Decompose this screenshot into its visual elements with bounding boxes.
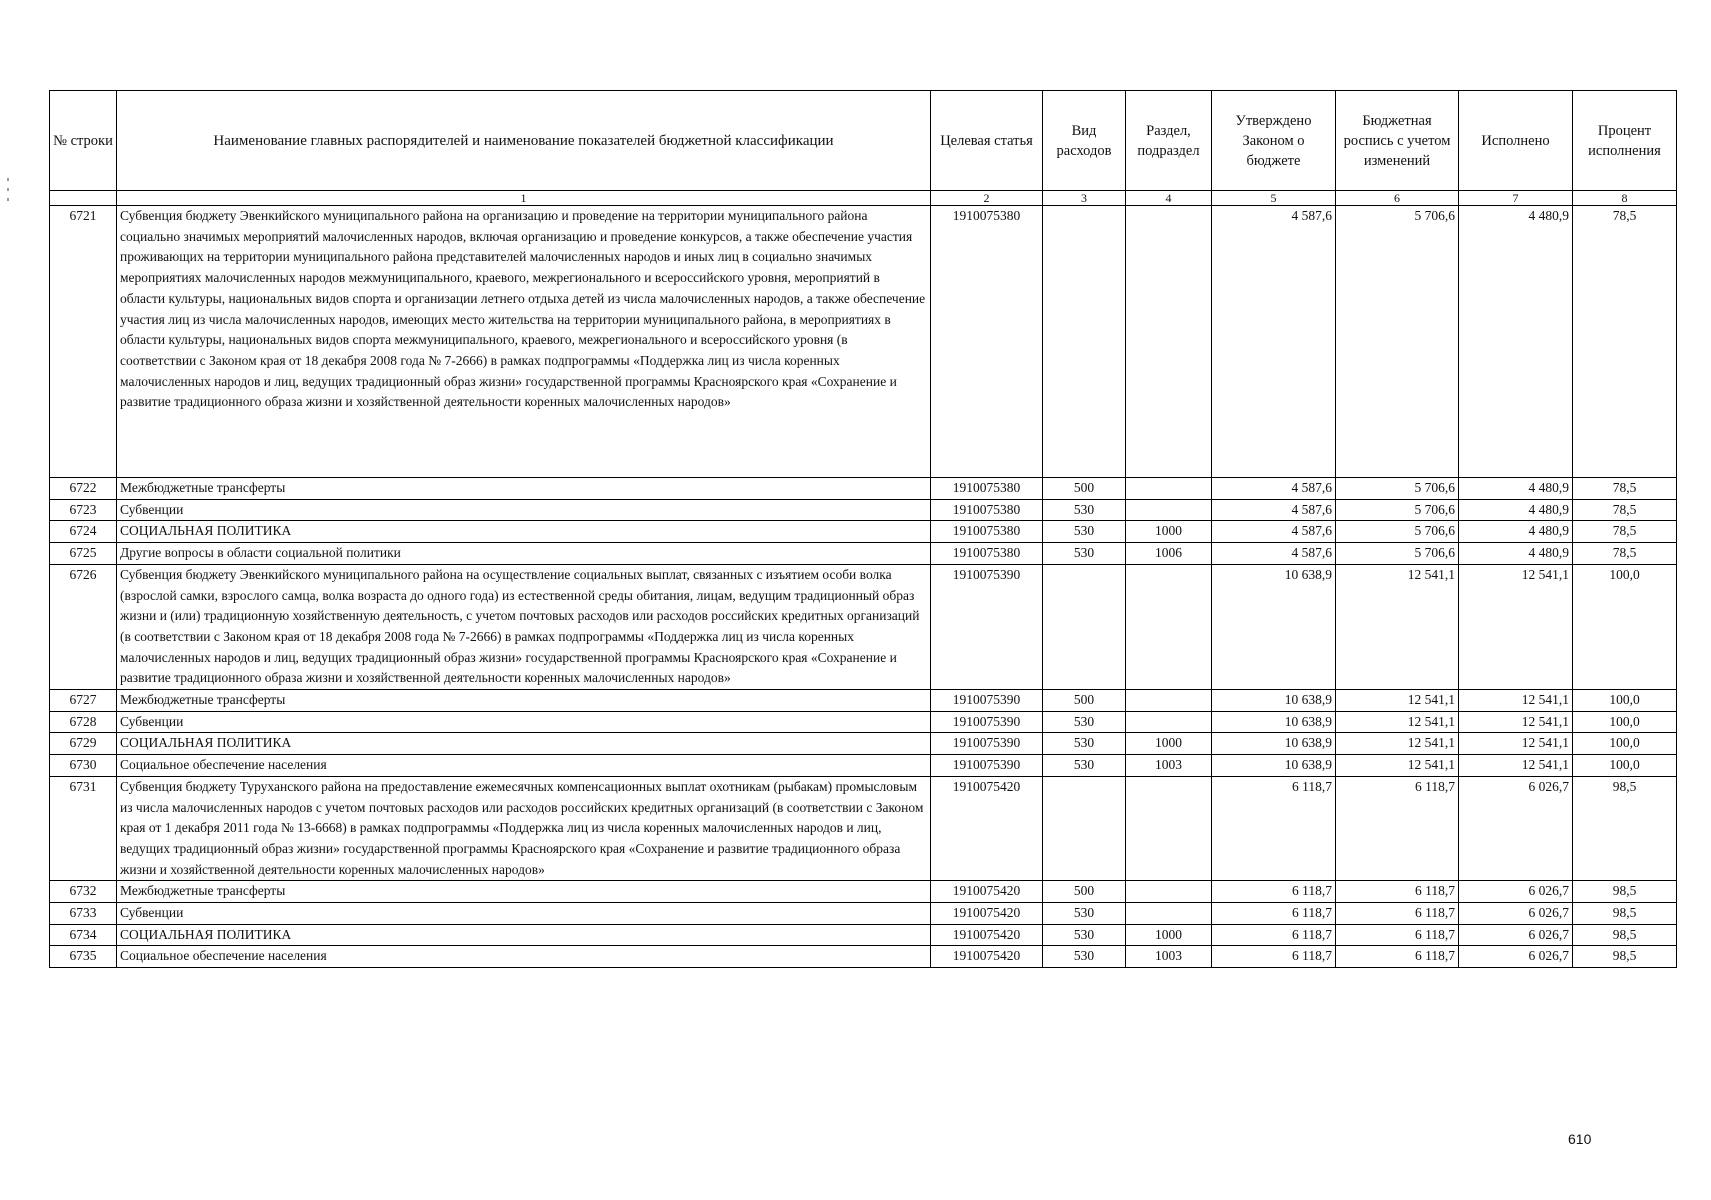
- row-revised: 6 118,7: [1336, 776, 1459, 881]
- row-section: [1126, 690, 1212, 712]
- row-target: 1910075380: [931, 521, 1043, 543]
- row-number: 6721: [50, 206, 117, 478]
- column-number: 5: [1212, 191, 1336, 206]
- row-executed: 4 480,9: [1459, 206, 1573, 478]
- row-number: 6730: [50, 755, 117, 777]
- row-percent: 100,0: [1573, 733, 1677, 755]
- row-percent: 100,0: [1573, 755, 1677, 777]
- table-row: [50, 733, 1677, 755]
- table-row: [50, 499, 1677, 521]
- row-target: 1910075390: [931, 755, 1043, 777]
- row-target: 1910075380: [931, 478, 1043, 500]
- row-section: 1000: [1126, 733, 1212, 755]
- row-name: Социальное обеспечение населения: [117, 755, 931, 777]
- row-revised: 12 541,1: [1336, 755, 1459, 777]
- row-target: 1910075420: [931, 776, 1043, 881]
- header-target: Целевая статья: [931, 91, 1043, 191]
- row-kind: 530: [1043, 521, 1126, 543]
- column-number: 3: [1043, 191, 1126, 206]
- row-section: 1006: [1126, 543, 1212, 565]
- row-revised: 12 541,1: [1336, 690, 1459, 712]
- row-approved: 10 638,9: [1212, 690, 1336, 712]
- row-revised: 12 541,1: [1336, 733, 1459, 755]
- row-number: 6731: [50, 776, 117, 881]
- row-target: 1910075380: [931, 543, 1043, 565]
- row-number: 6728: [50, 711, 117, 733]
- row-target: 1910075390: [931, 564, 1043, 689]
- row-percent: 98,5: [1573, 776, 1677, 881]
- row-revised: 12 541,1: [1336, 564, 1459, 689]
- table-row: [50, 690, 1677, 712]
- row-section: [1126, 881, 1212, 903]
- row-revised: 6 118,7: [1336, 903, 1459, 925]
- row-kind: 500: [1043, 478, 1126, 500]
- header-row: [50, 91, 1677, 191]
- table-row: [50, 946, 1677, 968]
- row-revised: 6 118,7: [1336, 881, 1459, 903]
- column-number: 1: [117, 191, 931, 206]
- row-target: 1910075420: [931, 946, 1043, 968]
- row-executed: 12 541,1: [1459, 711, 1573, 733]
- row-target: 1910075380: [931, 206, 1043, 478]
- row-kind: [1043, 564, 1126, 689]
- row-section: 1003: [1126, 946, 1212, 968]
- row-executed: 12 541,1: [1459, 690, 1573, 712]
- row-executed: 4 480,9: [1459, 478, 1573, 500]
- table-row: [50, 755, 1677, 777]
- row-number: 6725: [50, 543, 117, 565]
- row-number: 6727: [50, 690, 117, 712]
- row-number: 6724: [50, 521, 117, 543]
- row-name: Другие вопросы в области социальной политики: [117, 543, 931, 565]
- row-approved: 4 587,6: [1212, 206, 1336, 478]
- row-approved: 6 118,7: [1212, 903, 1336, 925]
- row-name: Субвенции: [117, 499, 931, 521]
- row-revised: 5 706,6: [1336, 499, 1459, 521]
- row-percent: 98,5: [1573, 946, 1677, 968]
- row-section: [1126, 564, 1212, 689]
- row-revised: 5 706,6: [1336, 521, 1459, 543]
- row-kind: 500: [1043, 881, 1126, 903]
- row-percent: 98,5: [1573, 903, 1677, 925]
- table-row: [50, 564, 1677, 689]
- row-approved: 6 118,7: [1212, 924, 1336, 946]
- row-target: 1910075390: [931, 733, 1043, 755]
- row-target: 1910075390: [931, 690, 1043, 712]
- row-name: Субвенции: [117, 903, 931, 925]
- row-revised: 5 706,6: [1336, 478, 1459, 500]
- table-body: [50, 206, 1677, 968]
- row-executed: 12 541,1: [1459, 564, 1573, 689]
- row-kind: [1043, 206, 1126, 478]
- row-name: Субвенция бюджету Туруханского района на предоставление ежемесячных компенсационных выплат охотникам (рыбакам) промысловым из числа малочисленных народов с учетом почтовых расходов или расходов российских кредитных организаций (в соответствии с Законом края от 1 декабря 2011 года № 13-6668) в рамках подпрограммы «Поддержка лиц из числа коренных малочисленных народов и лиц, ведущих традиционный образ жизни» государственной программы Красноярского края «Сохранение и развитие традиционного образа жизни и хозяйственной деятельности коренных малочисленных народов»: [117, 776, 931, 881]
- row-executed: 12 541,1: [1459, 733, 1573, 755]
- column-number: 6: [1336, 191, 1459, 206]
- row-executed: 4 480,9: [1459, 521, 1573, 543]
- row-approved: 10 638,9: [1212, 733, 1336, 755]
- row-number: 6735: [50, 946, 117, 968]
- row-number: 6722: [50, 478, 117, 500]
- row-executed: 12 541,1: [1459, 755, 1573, 777]
- row-kind: 530: [1043, 903, 1126, 925]
- row-section: [1126, 776, 1212, 881]
- row-percent: 78,5: [1573, 206, 1677, 478]
- table-row: [50, 903, 1677, 925]
- header-percent: Процент исполнения: [1573, 91, 1677, 191]
- row-approved: 4 587,6: [1212, 478, 1336, 500]
- row-percent: 100,0: [1573, 711, 1677, 733]
- row-name: Субвенция бюджету Эвенкийского муниципального района на организацию и проведение на территории муниципального района социально значимых мероприятий малочисленных народов, включая организацию и проведение конкурсов, а также обеспечение участия проживающих на территории муниципального района представителей малочисленных народов и иных лиц в социально значимых мероприятиях малочисленных народов межмуниципального, краевого, межрегионального и всероссийского уровня, мероприятий в области культуры, национальных видов спорта и организации летнего отдыха детей из числа малочисленных народов, а также обеспечение участия лиц из числа малочисленных народов, имеющих место жительства на территории муниципального района, в мероприятиях в области культуры, национальных видов спорта межмуниципального, краевого, межрегионального и всероссийского уровня (в соответствии с Законом края от 18 декабря 2008 года № 7-2666) в рамках подпрограммы «Поддержка лиц из числа коренных малочисленных народов и лиц, ведущих традиционный образ жизни» государственной программы Красноярского края «Сохранение и развитие традиционного образа жизни и хозяйственной деятельности коренных малочисленных народов»: [117, 206, 931, 478]
- table-row: [50, 776, 1677, 881]
- row-name: Субвенции: [117, 711, 931, 733]
- scan-mark: [7, 198, 9, 201]
- row-target: 1910075380: [931, 499, 1043, 521]
- row-revised: 6 118,7: [1336, 924, 1459, 946]
- row-name: Социальное обеспечение населения: [117, 946, 931, 968]
- table-row: [50, 521, 1677, 543]
- row-kind: 530: [1043, 499, 1126, 521]
- row-approved: 10 638,9: [1212, 755, 1336, 777]
- row-kind: 530: [1043, 946, 1126, 968]
- row-section: 1000: [1126, 521, 1212, 543]
- scan-mark: [7, 178, 9, 181]
- column-number-row: [50, 191, 1677, 206]
- row-section: 1000: [1126, 924, 1212, 946]
- row-section: [1126, 499, 1212, 521]
- row-approved: 10 638,9: [1212, 711, 1336, 733]
- row-section: 1003: [1126, 755, 1212, 777]
- row-percent: 100,0: [1573, 690, 1677, 712]
- table-row: [50, 711, 1677, 733]
- row-number: 6729: [50, 733, 117, 755]
- row-name: Межбюджетные трансферты: [117, 478, 931, 500]
- column-number: 7: [1459, 191, 1573, 206]
- scan-mark: [7, 188, 9, 191]
- row-kind: 500: [1043, 690, 1126, 712]
- row-target: 1910075420: [931, 903, 1043, 925]
- row-revised: 6 118,7: [1336, 946, 1459, 968]
- header-name: Наименование главных распорядителей и наименование показателей бюджетной классификации: [117, 91, 931, 191]
- column-number: 2: [931, 191, 1043, 206]
- row-approved: 6 118,7: [1212, 881, 1336, 903]
- row-percent: 78,5: [1573, 543, 1677, 565]
- header-executed: Исполнено: [1459, 91, 1573, 191]
- header-approved: Утверждено Законом о бюджете: [1212, 91, 1336, 191]
- row-name: СОЦИАЛЬНАЯ ПОЛИТИКА: [117, 733, 931, 755]
- row-kind: 530: [1043, 543, 1126, 565]
- row-revised: 5 706,6: [1336, 206, 1459, 478]
- row-kind: 530: [1043, 755, 1126, 777]
- budget-table: [49, 90, 1677, 968]
- row-name: Межбюджетные трансферты: [117, 690, 931, 712]
- row-section: [1126, 206, 1212, 478]
- page-number: 610: [1568, 1131, 1592, 1147]
- row-kind: [1043, 776, 1126, 881]
- column-number-blank: [50, 191, 117, 206]
- row-approved: 6 118,7: [1212, 946, 1336, 968]
- row-kind: 530: [1043, 733, 1126, 755]
- row-percent: 98,5: [1573, 924, 1677, 946]
- row-executed: 6 026,7: [1459, 903, 1573, 925]
- row-section: [1126, 903, 1212, 925]
- row-number: 6734: [50, 924, 117, 946]
- row-executed: 6 026,7: [1459, 924, 1573, 946]
- table-row: [50, 543, 1677, 565]
- row-target: 1910075420: [931, 881, 1043, 903]
- row-name: Межбюджетные трансферты: [117, 881, 931, 903]
- header-revised: Бюджетная роспись с учетом изменений: [1336, 91, 1459, 191]
- row-executed: 6 026,7: [1459, 881, 1573, 903]
- row-name: Субвенция бюджету Эвенкийского муниципального района на осуществление социальных выплат, связанных с изъятием особи волка (взрослой самки, взрослого самца, волка возраста до одного года) из естественной среды обитания, лицам, ведущим традиционный образ жизни и (или) традиционную хозяйственную деятельность, с учетом почтовых расходов или расходов российских кредитных организаций (в соответствии с Законом края от 18 декабря 2008 года № 7-2666) в рамках подпрограммы «Поддержка лиц из числа коренных малочисленных народов и лиц, ведущих традиционный образ жизни» государственной программы Красноярского края «Сохранение и развитие традиционного образа жизни и хозяйственной деятельности коренных малочисленных народов»: [117, 564, 931, 689]
- row-executed: 6 026,7: [1459, 776, 1573, 881]
- column-number: 8: [1573, 191, 1677, 206]
- row-approved: 6 118,7: [1212, 776, 1336, 881]
- row-number: 6726: [50, 564, 117, 689]
- table-row: [50, 924, 1677, 946]
- row-approved: 4 587,6: [1212, 521, 1336, 543]
- row-percent: 100,0: [1573, 564, 1677, 689]
- row-percent: 78,5: [1573, 478, 1677, 500]
- row-approved: 4 587,6: [1212, 543, 1336, 565]
- row-executed: 6 026,7: [1459, 946, 1573, 968]
- column-number: 4: [1126, 191, 1212, 206]
- row-number: 6733: [50, 903, 117, 925]
- row-section: [1126, 711, 1212, 733]
- row-target: 1910075390: [931, 711, 1043, 733]
- row-number: 6723: [50, 499, 117, 521]
- table-row: [50, 206, 1677, 478]
- header-expense-type: Вид расходов: [1043, 91, 1126, 191]
- row-percent: 98,5: [1573, 881, 1677, 903]
- table-row: [50, 478, 1677, 500]
- row-executed: 4 480,9: [1459, 543, 1573, 565]
- row-name: СОЦИАЛЬНАЯ ПОЛИТИКА: [117, 924, 931, 946]
- header-section: Раздел, подраздел: [1126, 91, 1212, 191]
- table-row: [50, 881, 1677, 903]
- row-kind: 530: [1043, 924, 1126, 946]
- row-target: 1910075420: [931, 924, 1043, 946]
- row-revised: 12 541,1: [1336, 711, 1459, 733]
- row-revised: 5 706,6: [1336, 543, 1459, 565]
- row-approved: 4 587,6: [1212, 499, 1336, 521]
- header-row-no: № строки: [50, 91, 117, 191]
- row-kind: 530: [1043, 711, 1126, 733]
- row-section: [1126, 478, 1212, 500]
- row-number: 6732: [50, 881, 117, 903]
- row-name: СОЦИАЛЬНАЯ ПОЛИТИКА: [117, 521, 931, 543]
- row-approved: 10 638,9: [1212, 564, 1336, 689]
- row-executed: 4 480,9: [1459, 499, 1573, 521]
- row-percent: 78,5: [1573, 499, 1677, 521]
- row-percent: 78,5: [1573, 521, 1677, 543]
